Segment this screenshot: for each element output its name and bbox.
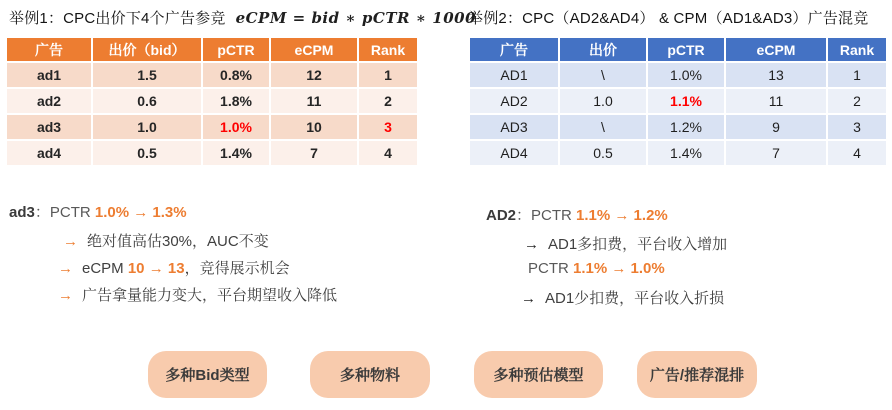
arrow-right-icon: →: [524, 236, 539, 253]
table-cell: 1.5: [93, 63, 201, 87]
header-ad: 广告: [7, 38, 91, 61]
right-example-title: 举例2：CPC（AD2&AD4） & CPM（AD1&AD3）广告混竞: [468, 10, 869, 27]
table-cell: 13: [726, 63, 826, 87]
header-rank: Rank: [828, 38, 886, 61]
mixed-auction-table: [468, 36, 888, 167]
table-cell: AD3: [470, 115, 558, 139]
pill-label: 多种物料: [339, 367, 400, 384]
table-cell: 1.0: [93, 115, 201, 139]
table-cell: 1.8%: [203, 89, 269, 113]
table-cell: 11: [271, 89, 357, 113]
left-title-row: [9, 7, 476, 28]
left-note-bullet-2-pre: eCPM: [82, 260, 128, 277]
left-note-label: ad3: [9, 204, 35, 221]
table-cell: 10: [271, 115, 357, 139]
header-ecpm: eCPM: [726, 38, 826, 61]
table-cell: 1: [359, 63, 417, 87]
pill-ad-rec-mixing: [637, 351, 757, 398]
table-row: [7, 141, 417, 165]
left-note-bullet-2-post: ，竞得展示机会: [184, 260, 290, 277]
arrow-right-icon: →: [58, 260, 73, 277]
table-cell: ad1: [7, 63, 91, 87]
left-note-sep: ：PCTR: [34, 204, 95, 221]
left-note-change: 1.0% → 1.3%: [94, 204, 187, 221]
table-cell: 4: [828, 141, 886, 165]
table-cell: ad3: [7, 115, 91, 139]
right-title-row: [468, 7, 868, 28]
table-row: [470, 141, 886, 165]
header-pctr: pCTR: [648, 38, 724, 61]
table-cell: 0.6: [93, 89, 201, 113]
table-cell: \: [560, 115, 646, 139]
table-cell: 12: [271, 63, 357, 87]
right-note-bullet-1-text: AD1多扣费，平台收入增加: [548, 236, 728, 253]
right-note-sep: ：PCTR: [516, 207, 577, 224]
left-note-heading: [9, 201, 187, 222]
right-note-bullet-1: [524, 233, 727, 254]
pill-prediction-models: [474, 351, 603, 398]
table-cell: ad4: [7, 141, 91, 165]
table-row: [7, 115, 417, 139]
pill-label: 多种Bid类型: [165, 367, 250, 384]
table-cell: 0.8%: [203, 63, 269, 87]
table-cell: 1.0: [560, 89, 646, 113]
table-cell: 11: [726, 89, 826, 113]
table-cell: 0.5: [560, 141, 646, 165]
table-cell: AD4: [470, 141, 558, 165]
table-cell: 2: [359, 89, 417, 113]
table-row: [470, 63, 886, 87]
table-cell: 3: [828, 115, 886, 139]
left-note-bullet-2-change: 10 → 13: [127, 260, 185, 277]
table-cell-highlighted: 1.1%: [648, 89, 724, 113]
pill-label: 广告/推荐混排: [649, 367, 745, 384]
left-note-bullet-2: [58, 257, 290, 278]
table-cell: 1.2%: [648, 115, 724, 139]
table-cell: 1.4%: [648, 141, 724, 165]
pill-label: 多种预估模型: [493, 367, 584, 384]
right-note-line-2-change: 1.1% → 1.0%: [573, 260, 665, 277]
header-pctr: pCTR: [203, 38, 269, 61]
header-bid: 出价: [560, 38, 646, 61]
ecpm-formula: eCPM = bid ∗ pCTR ∗ 1000: [235, 9, 477, 27]
header-rank: Rank: [359, 38, 417, 61]
right-note-change: 1.1% → 1.2%: [576, 207, 668, 224]
table-cell: 7: [726, 141, 826, 165]
table-header-row: [470, 38, 886, 61]
pill-materials: [310, 351, 430, 398]
right-note-line-2: [528, 260, 665, 277]
table-row: [470, 89, 886, 113]
table-cell: AD2: [470, 89, 558, 113]
cpc-auction-table: [5, 36, 419, 167]
right-note-heading: [486, 204, 668, 225]
table-row: [7, 63, 417, 87]
right-note-label: AD2: [486, 207, 517, 224]
right-note-bullet-2: [521, 287, 724, 308]
arrow-right-icon: →: [58, 287, 73, 304]
right-note-line-2-pre: PCTR: [528, 260, 573, 277]
table-cell: 2: [828, 89, 886, 113]
table-cell: AD1: [470, 63, 558, 87]
left-example-title: 举例1：CPC出价下4个广告参竞: [9, 10, 226, 27]
table-cell: 1: [828, 63, 886, 87]
table-cell: \: [560, 63, 646, 87]
table-header-row: [7, 38, 417, 61]
header-ecpm: eCPM: [271, 38, 357, 61]
left-note-bullet-1: [63, 230, 269, 251]
table-cell: 1.0%: [648, 63, 724, 87]
left-note-bullet-3: [58, 284, 337, 305]
arrow-right-icon: →: [521, 290, 536, 307]
header-ad: 广告: [470, 38, 558, 61]
table-cell: 4: [359, 141, 417, 165]
left-note-bullet-1-text: 绝对值高估30%，AUC不变: [87, 233, 269, 250]
arrow-right-icon: →: [63, 233, 78, 250]
right-note-bullet-2-text: AD1少扣费，平台收入折损: [545, 290, 725, 307]
left-note-bullet-3-text: 广告拿量能力变大，平台期望收入降低: [82, 287, 338, 304]
table-cell: 0.5: [93, 141, 201, 165]
table-row: [7, 89, 417, 113]
pill-bid-types: [148, 351, 267, 398]
table-cell: ad2: [7, 89, 91, 113]
header-bid: 出价（bid）: [93, 38, 201, 61]
table-cell: 9: [726, 115, 826, 139]
table-row: [470, 115, 886, 139]
table-cell: 7: [271, 141, 357, 165]
table-cell-highlighted: 3: [359, 115, 417, 139]
table-cell-highlighted: 1.0%: [203, 115, 269, 139]
table-cell: 1.4%: [203, 141, 269, 165]
